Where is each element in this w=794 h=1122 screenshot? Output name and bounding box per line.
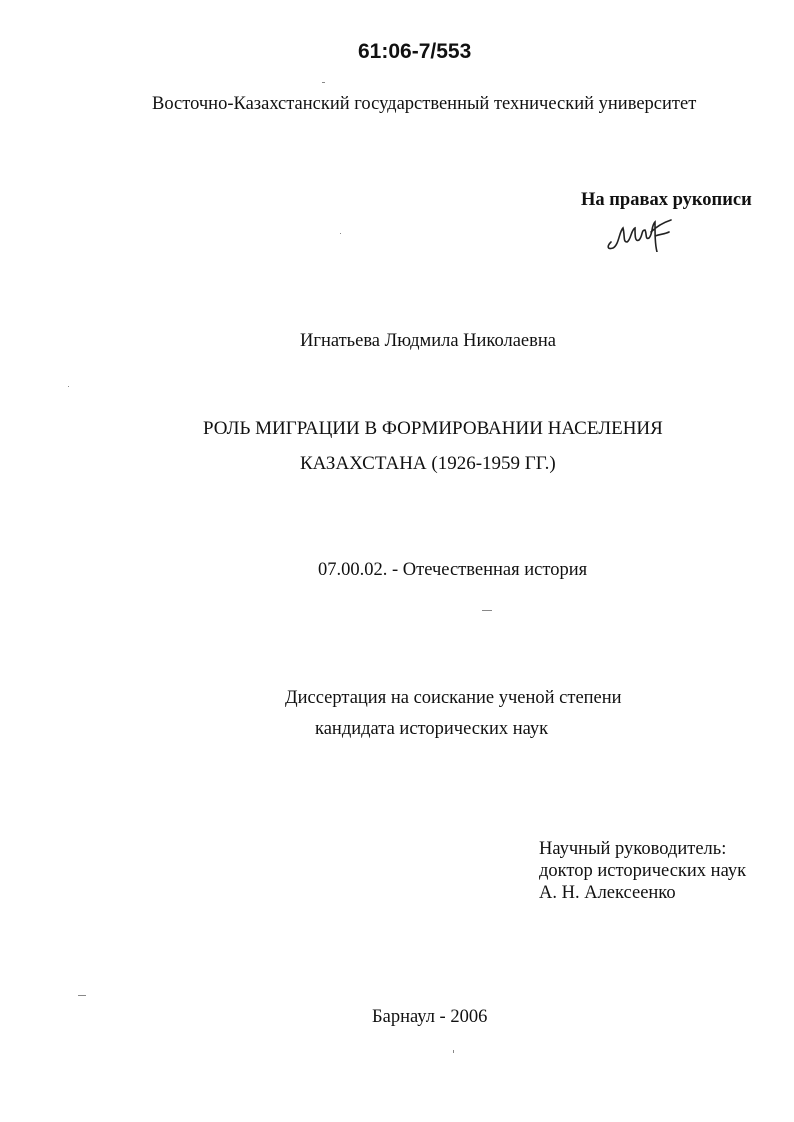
- catalog-code: 61:06-7/553: [358, 40, 472, 63]
- dissertation-title-line-2: КАЗАХСТАНА (1926-1959 ГГ.): [300, 453, 556, 474]
- scan-speck: [340, 233, 341, 234]
- author-name: Игнатьева Людмила Николаевна: [300, 331, 556, 351]
- rights-notice: На правах рукописи: [581, 190, 752, 210]
- supervisor-label: Научный руководитель:: [539, 839, 727, 859]
- scan-speck: [453, 1050, 454, 1053]
- supervisor-degree: доктор исторических наук: [539, 861, 747, 881]
- scan-speck: [322, 82, 325, 83]
- signature-icon: [605, 212, 675, 252]
- degree-line-2: кандидата исторических наук: [315, 719, 549, 739]
- dissertation-title-line-1: РОЛЬ МИГРАЦИИ В ФОРМИРОВАНИИ НАСЕЛЕНИЯ: [203, 418, 663, 439]
- scan-speck: [482, 610, 492, 611]
- scan-speck: [78, 995, 86, 996]
- place-and-year: Барнаул - 2006: [372, 1007, 488, 1027]
- institution-name: Восточно-Казахстанский государственный технический университет: [152, 94, 697, 114]
- supervisor-block: [539, 838, 746, 904]
- supervisor-name: А. Н. Алексеенко: [539, 883, 676, 903]
- degree-line-1: Диссертация на соискание ученой степени: [285, 688, 622, 708]
- scan-speck: [68, 386, 69, 387]
- specialty: 07.00.02. - Отечественная история: [318, 560, 588, 580]
